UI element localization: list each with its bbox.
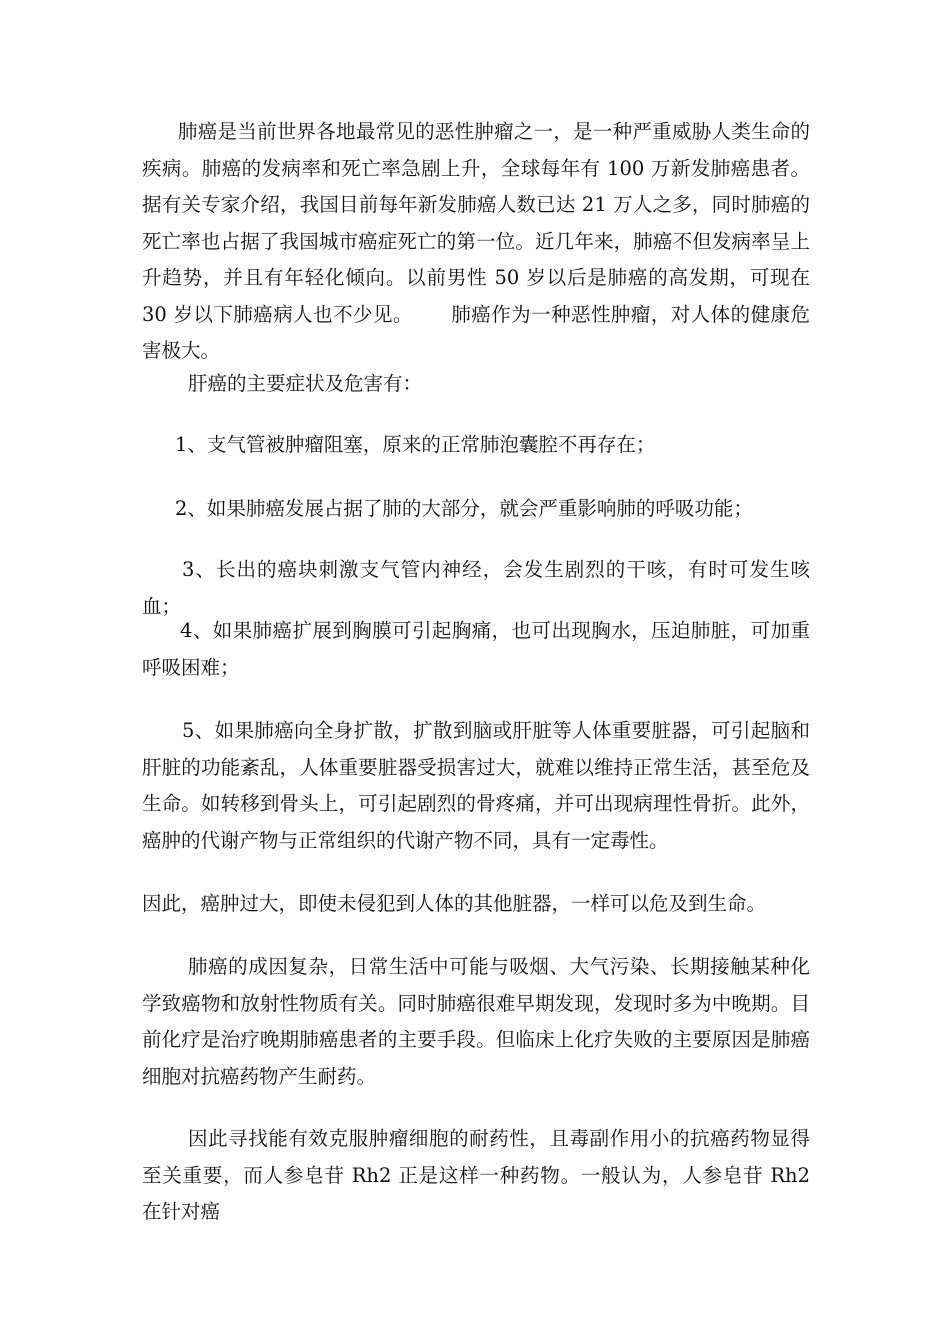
intro-harm-text: 肺癌作为一种恶性肿瘤，对人体的健康危害极大。	[142, 302, 810, 362]
symptom-item-3: 3、长出的癌块刺激支气管内神经，会发生剧烈的干咳，有时可发生咳血；	[142, 558, 810, 618]
symptom-item-2: 2、如果肺癌发展占据了肺的大部分，就会严重影响肺的呼吸功能；	[175, 497, 753, 520]
causes-paragraph: 肺癌的成因复杂，日常生活中可能与吸烟、大气污染、长期接触某种化学致癌物和放射性物质有关。同时肺癌很难早期发现，发现时多为中晚期。目前化疗是治疗晚期肺癌患者的主要手段。但临床上化疗失败的主要原因是肺癌细胞对抗癌药物产生耐药。	[142, 955, 810, 1088]
symptom-item-1: 1、支气管被肿瘤阻塞，原来的正常肺泡囊腔不再存在；	[175, 433, 656, 456]
symptom-item-4: 4、如果肺癌扩展到胸膜可引起胸痛，也可出现胸水，压迫肺脏，可加重呼吸困难；	[142, 619, 810, 679]
conclusion-paragraph: 因此，癌肿过大，即使未侵犯到人体的其他脏器，一样可以危及到生命。	[142, 892, 767, 915]
rh2-paragraph: 因此寻找能有效克服肿瘤细胞的耐药性，且毒副作用小的抗癌药物显得至关重要，而人参皂苷 Rh2 正是这样一种药物。一般认为，人参皂苷 Rh2 在针对癌	[142, 1127, 810, 1223]
intro-text: 肺癌是当前世界各地最常见的恶性肿瘤之一，是一种严重威胁人类生命的疾病。肺癌的发病率和死亡率急剧上升，全球每年有 100 万新发肺癌患者。据有关专家介绍，我国目前每年新发肺癌人数已达 21 万人之多，同时肺癌的死亡率也占据了我国城市癌症死亡的第一位。近几年来，肺癌不但发病率呈上升趋势，并且有年轻化倾向。以前男性 50 岁以后是肺癌的高发期，可现在 30 岁以下肺癌病人也不少见。	[142, 120, 810, 326]
symptom-item-5: 5、如果肺癌向全身扩散，扩散到脑或肝脏等人体重要脏器，可引起脑和肝脏的功能紊乱，人体重要脏器受损害过大，就难以维持正常生活，甚至危及生命。如转移到骨头上，可引起剧烈的骨疼痛，并可出现病理性骨折。此外，癌肿的代谢产物与正常组织的代谢产物不同，具有一定毒性。	[142, 719, 810, 852]
intro-paragraph	[142, 114, 810, 370]
symptoms-heading: 肝癌的主要症状及危害有：	[188, 372, 423, 395]
